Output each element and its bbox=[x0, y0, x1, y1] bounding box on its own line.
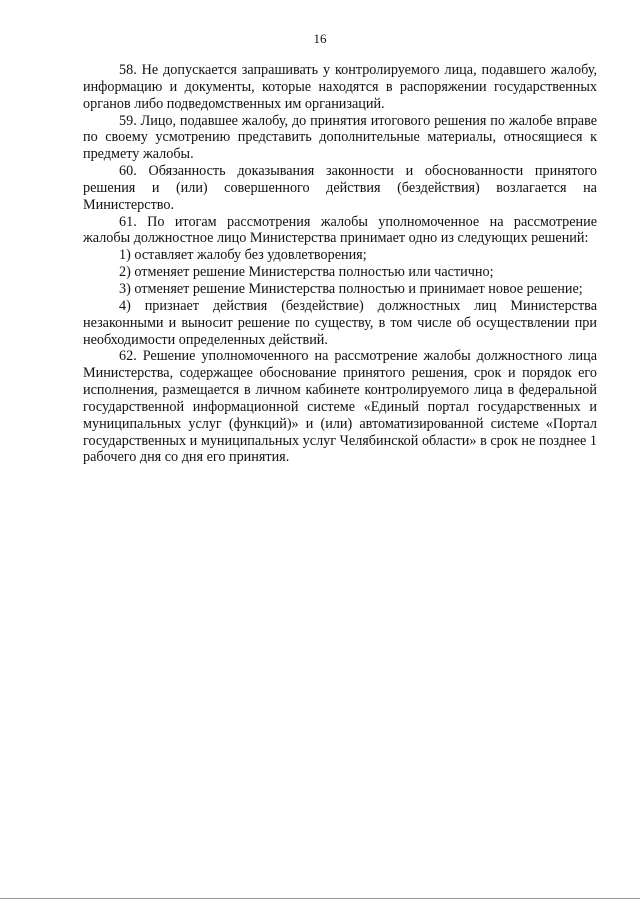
list-item-1: 1) оставляет жалобу без удовлетворения; bbox=[119, 247, 367, 264]
list-item-4: 4) признает действия (бездействие) должностных лиц Министерства незаконными и выносит решение по существу, в том числе об осуществлении при необходимости определенных действий. bbox=[83, 297, 597, 348]
page-bottom-edge bbox=[0, 898, 640, 899]
document-body bbox=[83, 62, 597, 466]
list-item-2: 2) отменяет решение Министерства полностью или частично; bbox=[119, 264, 494, 281]
list-item-3: 3) отменяет решение Министерства полностью и принимает новое решение; bbox=[119, 280, 583, 297]
paragraph-59: 59. Лицо, подавшее жалобу, до принятия итогового решения по жалобе вправе по своему усмотрению представить дополнительные материалы, относящиеся к предмету жалобы. bbox=[83, 112, 597, 163]
page-number: 16 bbox=[313, 31, 327, 46]
paragraph-60: 60. Обязанность доказывания законности и обоснованности принятого решения и (или) совершенного действия (бездействия) возлагается на Министерство. bbox=[83, 163, 597, 213]
paragraph-61: 61. По итогам рассмотрения жалобы уполномоченное на рассмотрение жалобы должностное лицо Министерства принимает одно из следующих решений: bbox=[83, 213, 597, 247]
paragraph-58: 58. Не допускается запрашивать у контролируемого лица, подавшего жалобу, информацию и документы, которые находятся в распоряжении государственных органов либо подведомственных им организаций. bbox=[83, 62, 597, 112]
paragraph-62: 62. Решение уполномоченного на рассмотрение жалобы должностного лица Министерства, содержащее обоснование принятого решения, срок и порядок его исполнения, размещается в личном кабинете контролируемого лица в федеральной государственной информационной системе «Единый портал государственных и муниципальных услуг (функций)» и (или) автоматизированной системе «Портал государственных и муниципальных услуг Челябинской области» в срок не позднее 1 рабочего дня со дня его принятия. bbox=[83, 348, 597, 466]
